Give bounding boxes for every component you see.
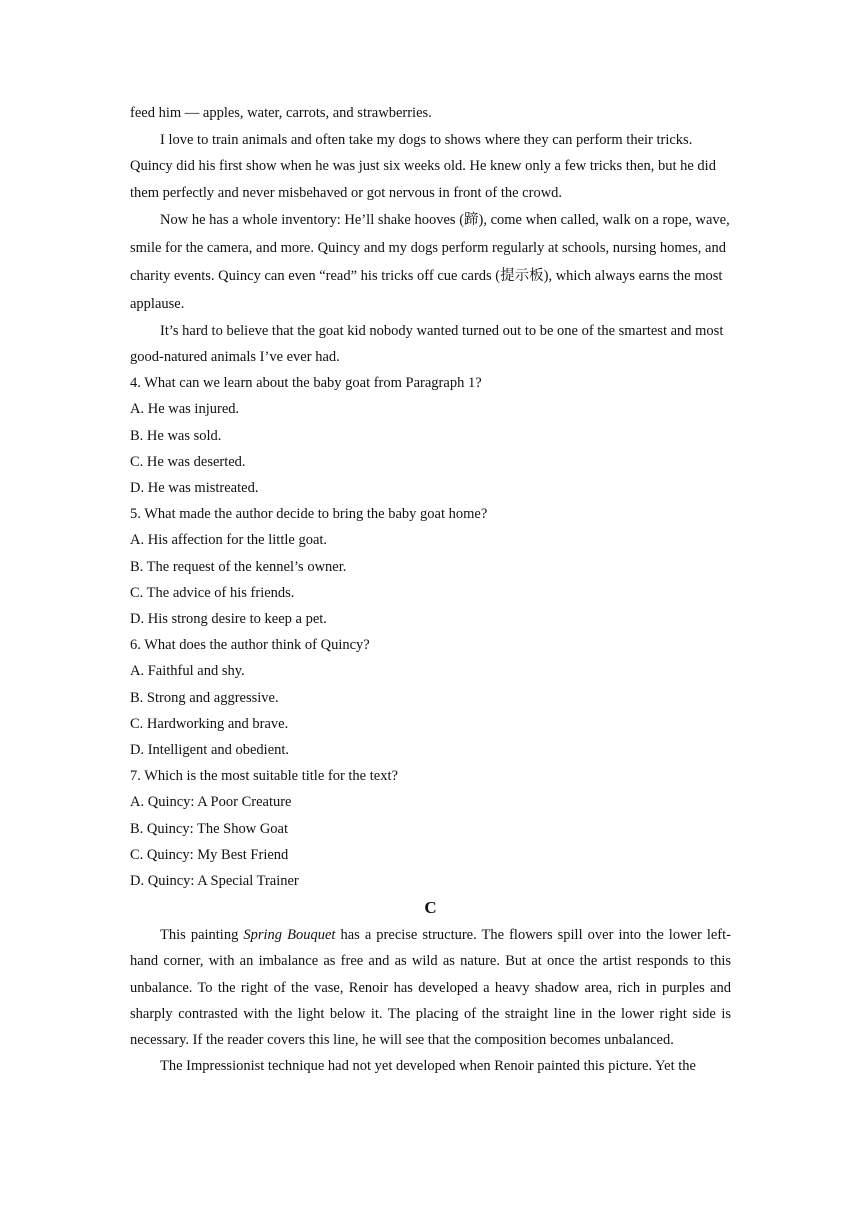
option-d: D. He was mistreated. — [130, 480, 259, 497]
painting-title: Spring Bouquet — [243, 927, 336, 944]
question-block — [130, 370, 731, 894]
paragraph-text-rest: has a precise structure. The flowers spill over into the lower left-hand corner, with an imbalance as free and as wild as nature. But at once the artist responds to this unbalance. To the right of the vase, Renoir has developed a heavy shadow area, rich in purples and sharply contrasted with the light below it. The placing of the straight line in the lower right side is necessary. If the reader covers this line, he will see that the composition becomes unbalanced. — [130, 927, 731, 1049]
paragraph-conclusion: It’s hard to believe that the goat kid nobody wanted turned out to be one of the smartest and most good-natured animals I’ve ever had. — [130, 322, 724, 366]
passage-c — [130, 894, 731, 1079]
option-c: C. Hardworking and brave. — [130, 715, 289, 732]
paragraph-continuation: feed him — apples, water, carrots, and strawberries. — [130, 105, 432, 121]
question-stem: 4. What can we learn about the baby goat from Paragraph 1? — [130, 375, 482, 392]
question-6 — [130, 632, 731, 763]
paragraph-impressionist: The Impressionist technique had not yet developed when Renoir painted this picture. Yet the — [160, 1058, 696, 1075]
question-stem: 7. Which is the most suitable title for the text? — [130, 768, 398, 785]
paragraph-painting-structure — [130, 922, 731, 1053]
option-c: C. He was deserted. — [130, 453, 246, 470]
passage-b — [130, 100, 731, 370]
question-stem: 6. What does the author think of Quincy? — [130, 637, 370, 654]
section-heading: C — [424, 898, 437, 918]
question-stem: 5. What made the author decide to bring the baby goat home? — [130, 506, 488, 523]
option-b: B. Quincy: The Show Goat — [130, 820, 289, 837]
question-4 — [130, 370, 731, 501]
option-a: A. Faithful and shy. — [130, 663, 245, 680]
option-b: B. The request of the kennel’s owner. — [130, 558, 347, 575]
option-d: D. His strong desire to keep a pet. — [130, 611, 327, 628]
option-b: B. Strong and aggressive. — [130, 689, 279, 706]
question-7 — [130, 763, 731, 894]
option-b: B. He was sold. — [130, 427, 222, 444]
option-c: C. The advice of his friends. — [130, 584, 295, 601]
paragraph-training: I love to train animals and often take my dogs to shows where they can perform their tricks. Quincy did his first show when he was just six weeks old. He knew only a few tricks then, but he did them perfectly and never misbehaved or got nervous in front of the crowd. — [130, 132, 716, 201]
option-d: D. Intelligent and obedient. — [130, 742, 290, 759]
paragraph-text-start: This painting — [160, 927, 244, 944]
option-a: A. He was injured. — [130, 401, 240, 418]
option-a: A. Quincy: A Poor Creature — [130, 794, 292, 811]
option-c: C. Quincy: My Best Friend — [130, 846, 289, 863]
option-d: D. Quincy: A Special Trainer — [130, 873, 299, 890]
paragraph-inventory: Now he has a whole inventory: He’ll shake hooves (蹄), come when called, walk on a rope, wave, smile for the camera, and more. Quincy and my dogs perform regularly at schools, nursing homes, and charity events. Quincy can even “read” his tricks off cue cards (提示板), which always earns the most applause. — [130, 211, 730, 312]
question-5 — [130, 501, 731, 632]
option-a: A. His affection for the little goat. — [130, 532, 328, 549]
document-page — [130, 100, 731, 1080]
